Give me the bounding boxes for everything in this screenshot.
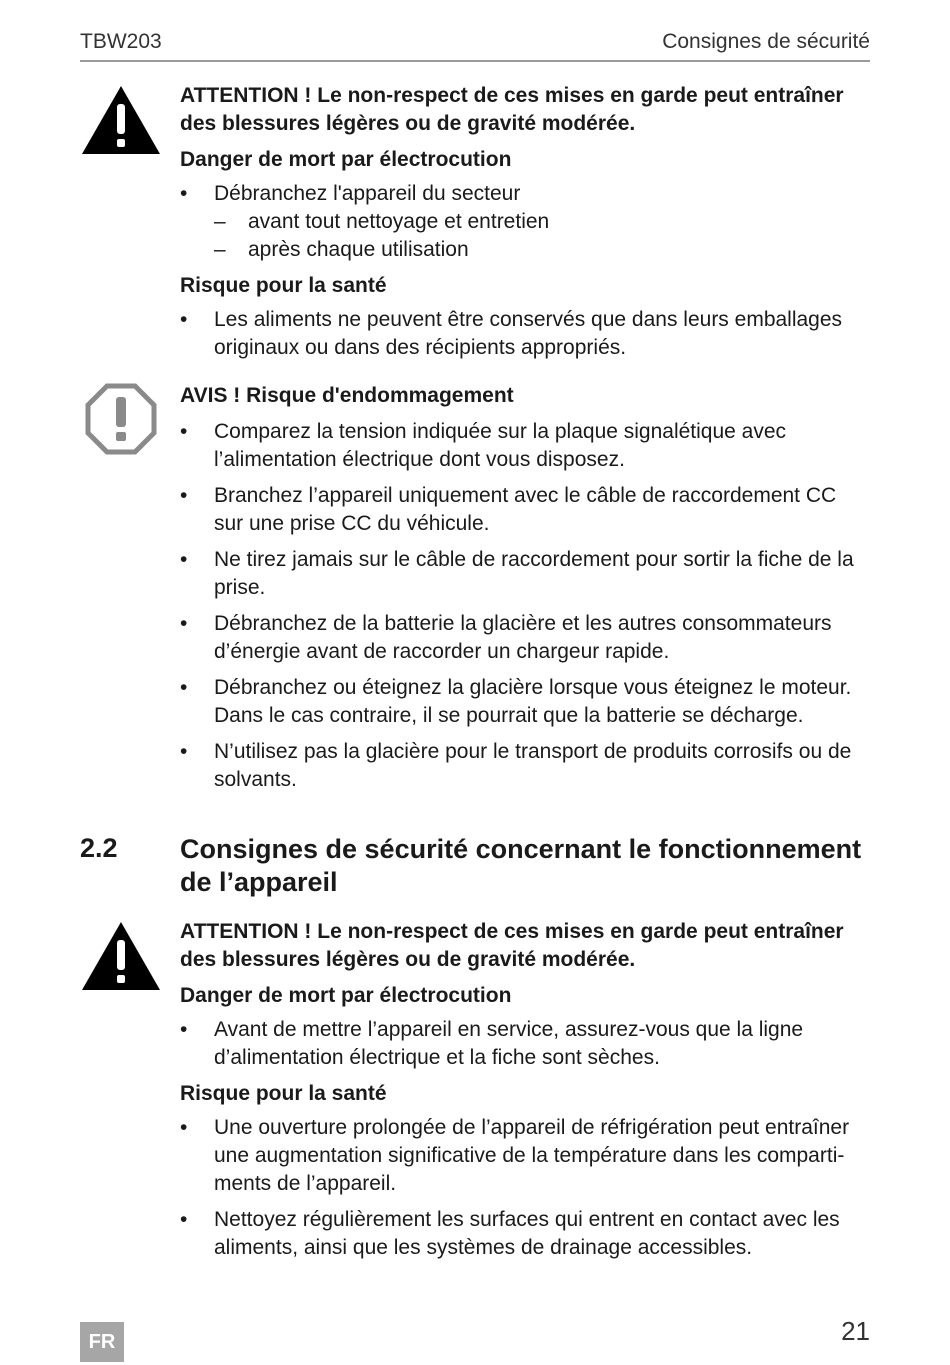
warning-triangle-icon (80, 920, 162, 992)
list-item: • Avant de mettre l’appareil en service, assurez-vous que la ligne d’alimentation électrique et la fiche sont sèches. (180, 1016, 870, 1072)
section-number: 2.2 (80, 833, 118, 863)
list-item: • Débranchez ou éteignez la glacière lorsque vous éteignez le moteur. Dans le cas contraire, il se pourrait que la batterie se décharge. (180, 674, 870, 730)
danger-title: Danger de mort par électrocution (180, 984, 512, 1007)
notice-block (180, 382, 870, 802)
health-title: Risque pour la santé (180, 274, 387, 297)
document-id: TBW203 (80, 30, 162, 53)
warning-block-1 (180, 82, 870, 370)
list-item: • Une ouverture prolongée de l’appareil de réfrigération peut entraîner une augmentation significative de la température dans les comparti-ments de l’appareil. (180, 1114, 870, 1198)
page-number: 21 (841, 1316, 870, 1346)
health-title: Risque pour la santé (180, 1082, 387, 1105)
danger-title: Danger de mort par électrocution (180, 148, 512, 171)
notice-octagon-icon (80, 383, 162, 455)
section-title: Consignes de sécurité concernant le fonctionnement de l’appareil (180, 834, 862, 897)
list-item: • Débranchez l'appareil du secteur – avant tout nettoyage et entretien – après chaque utilisation (180, 180, 870, 264)
section-header: Consignes de sécurité (662, 30, 870, 53)
list-item: • Débranchez de la batterie la glacière et les autres consommateurs d’énergie avant de raccorder un chargeur rapide. (180, 610, 870, 666)
warning-text: ATTENTION ! Le non-respect de ces mises en garde peut entraîner des blessures légères ou de gravité modérée. (180, 920, 844, 971)
list-item: – avant tout nettoyage et entretien (214, 208, 870, 236)
list-item: • N’utilisez pas la glacière pour le transport de produits corrosifs ou de solvants. (180, 738, 870, 794)
page-header (80, 28, 870, 62)
warning-triangle-icon (80, 84, 162, 156)
list-item: • Ne tirez jamais sur le câble de raccordement pour sortir la fiche de la prise. (180, 546, 870, 602)
notice-title: AVIS ! Risque d'endommagement (180, 384, 514, 407)
list-item: • Branchez l’appareil uniquement avec le câble de raccordement CC sur une prise CC du véhicule. (180, 482, 870, 538)
list-item: • Comparez la tension indiquée sur la plaque signalétique avec l’alimentation électrique dont vous disposez. (180, 418, 870, 474)
language-badge: FR (80, 1322, 124, 1362)
list-item: • Les aliments ne peuvent être conservés que dans leurs emballages originaux ou dans des récipients appropriés. (180, 306, 870, 362)
list-item: • Nettoyez régulièrement les surfaces qui entrent en contact avec les aliments, ainsi que les systèmes de drainage accessibles. (180, 1206, 870, 1262)
warning-block-2 (180, 918, 870, 1270)
warning-text: ATTENTION ! Le non-respect de ces mises en garde peut entraîner des blessures légères ou de gravité modérée. (180, 84, 844, 135)
list-item: – après chaque utilisation (214, 236, 870, 264)
